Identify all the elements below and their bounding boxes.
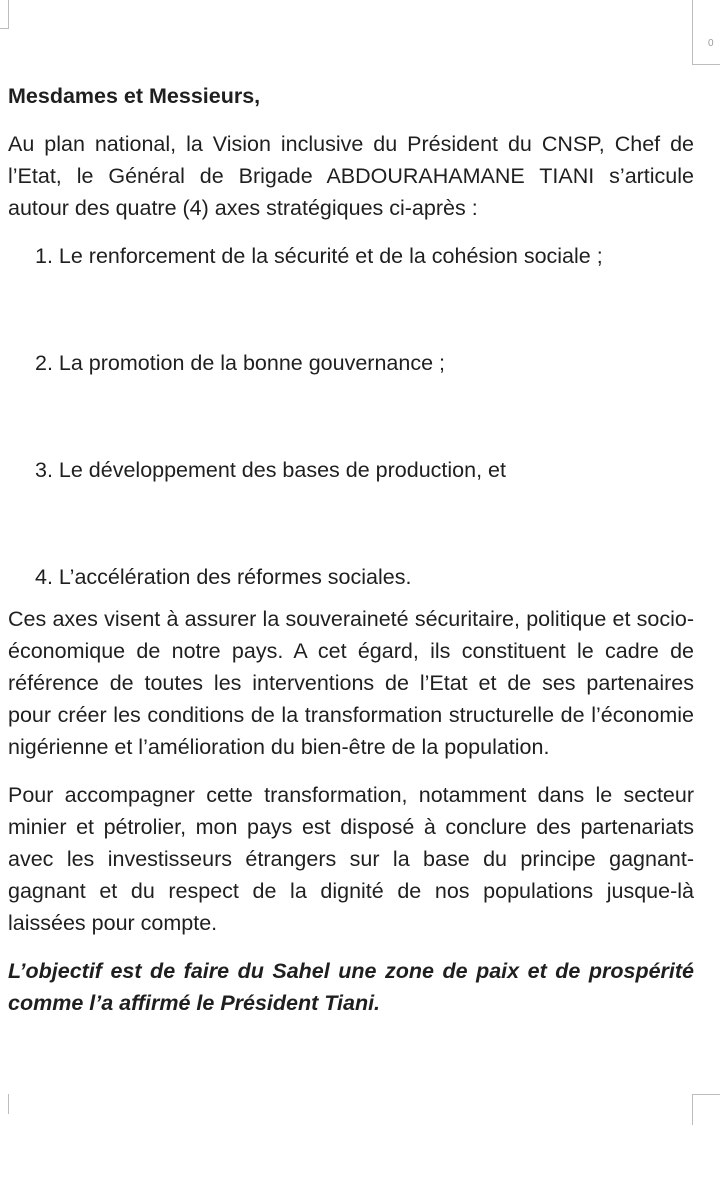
intro-paragraph: Au plan national, la Vision inclusive du Président du CNSP, Chef de l’Etat, le Général de Brigade ABDOURAHAMANE TIANI s’articule autour des quatre (4) axes stratégiques ci-après : (8, 132, 694, 220)
axis-item-2: 2. La promotion de la bonne gouvernance ; (35, 351, 445, 375)
crop-mark-top-right-horizontal (692, 64, 720, 65)
document-body (8, 80, 694, 1035)
axis-item-3: 3. Le développement des bases de production, et (35, 458, 506, 482)
crop-mark-top-left (0, 0, 9, 29)
strategic-axes-list (8, 240, 694, 603)
axis-item-4: 4. L’accélération des réformes sociales. (35, 565, 412, 589)
conclusion-paragraph: L’objectif est de faire du Sahel une zone de paix et de prospérité comme l’a affirmé le Président Tiani. (8, 959, 694, 1015)
axes-purpose-paragraph: Ces axes visent à assurer la souveraineté sécuritaire, politique et socio-économique de notre pays. A cet égard, ils constituent le cadre de référence de toutes les interventions de l’Etat et de ses partenaires pour créer les conditions de la transformation structurelle de l’économie nigérienne et l’amélioration du bien-être de la population. (8, 607, 694, 759)
partnerships-paragraph: Pour accompagner cette transformation, notamment dans le secteur minier et pétrolier, mon pays est disposé à conclure des partenariats avec les investisseurs étrangers sur la base du principe gagnant-gagnant et du respect de la dignité de nos populations jusque-là laissées pour compte. (8, 783, 694, 935)
page-number: 0 (708, 38, 714, 49)
axis-item-1: 1. Le renforcement de la sécurité et de la cohésion sociale ; (35, 244, 603, 268)
crop-mark-bottom-left (0, 1094, 9, 1114)
crop-mark-top-right (692, 0, 720, 64)
crop-mark-bottom-right (692, 1094, 720, 1125)
salutation: Mesdames et Messieurs, (8, 84, 261, 108)
